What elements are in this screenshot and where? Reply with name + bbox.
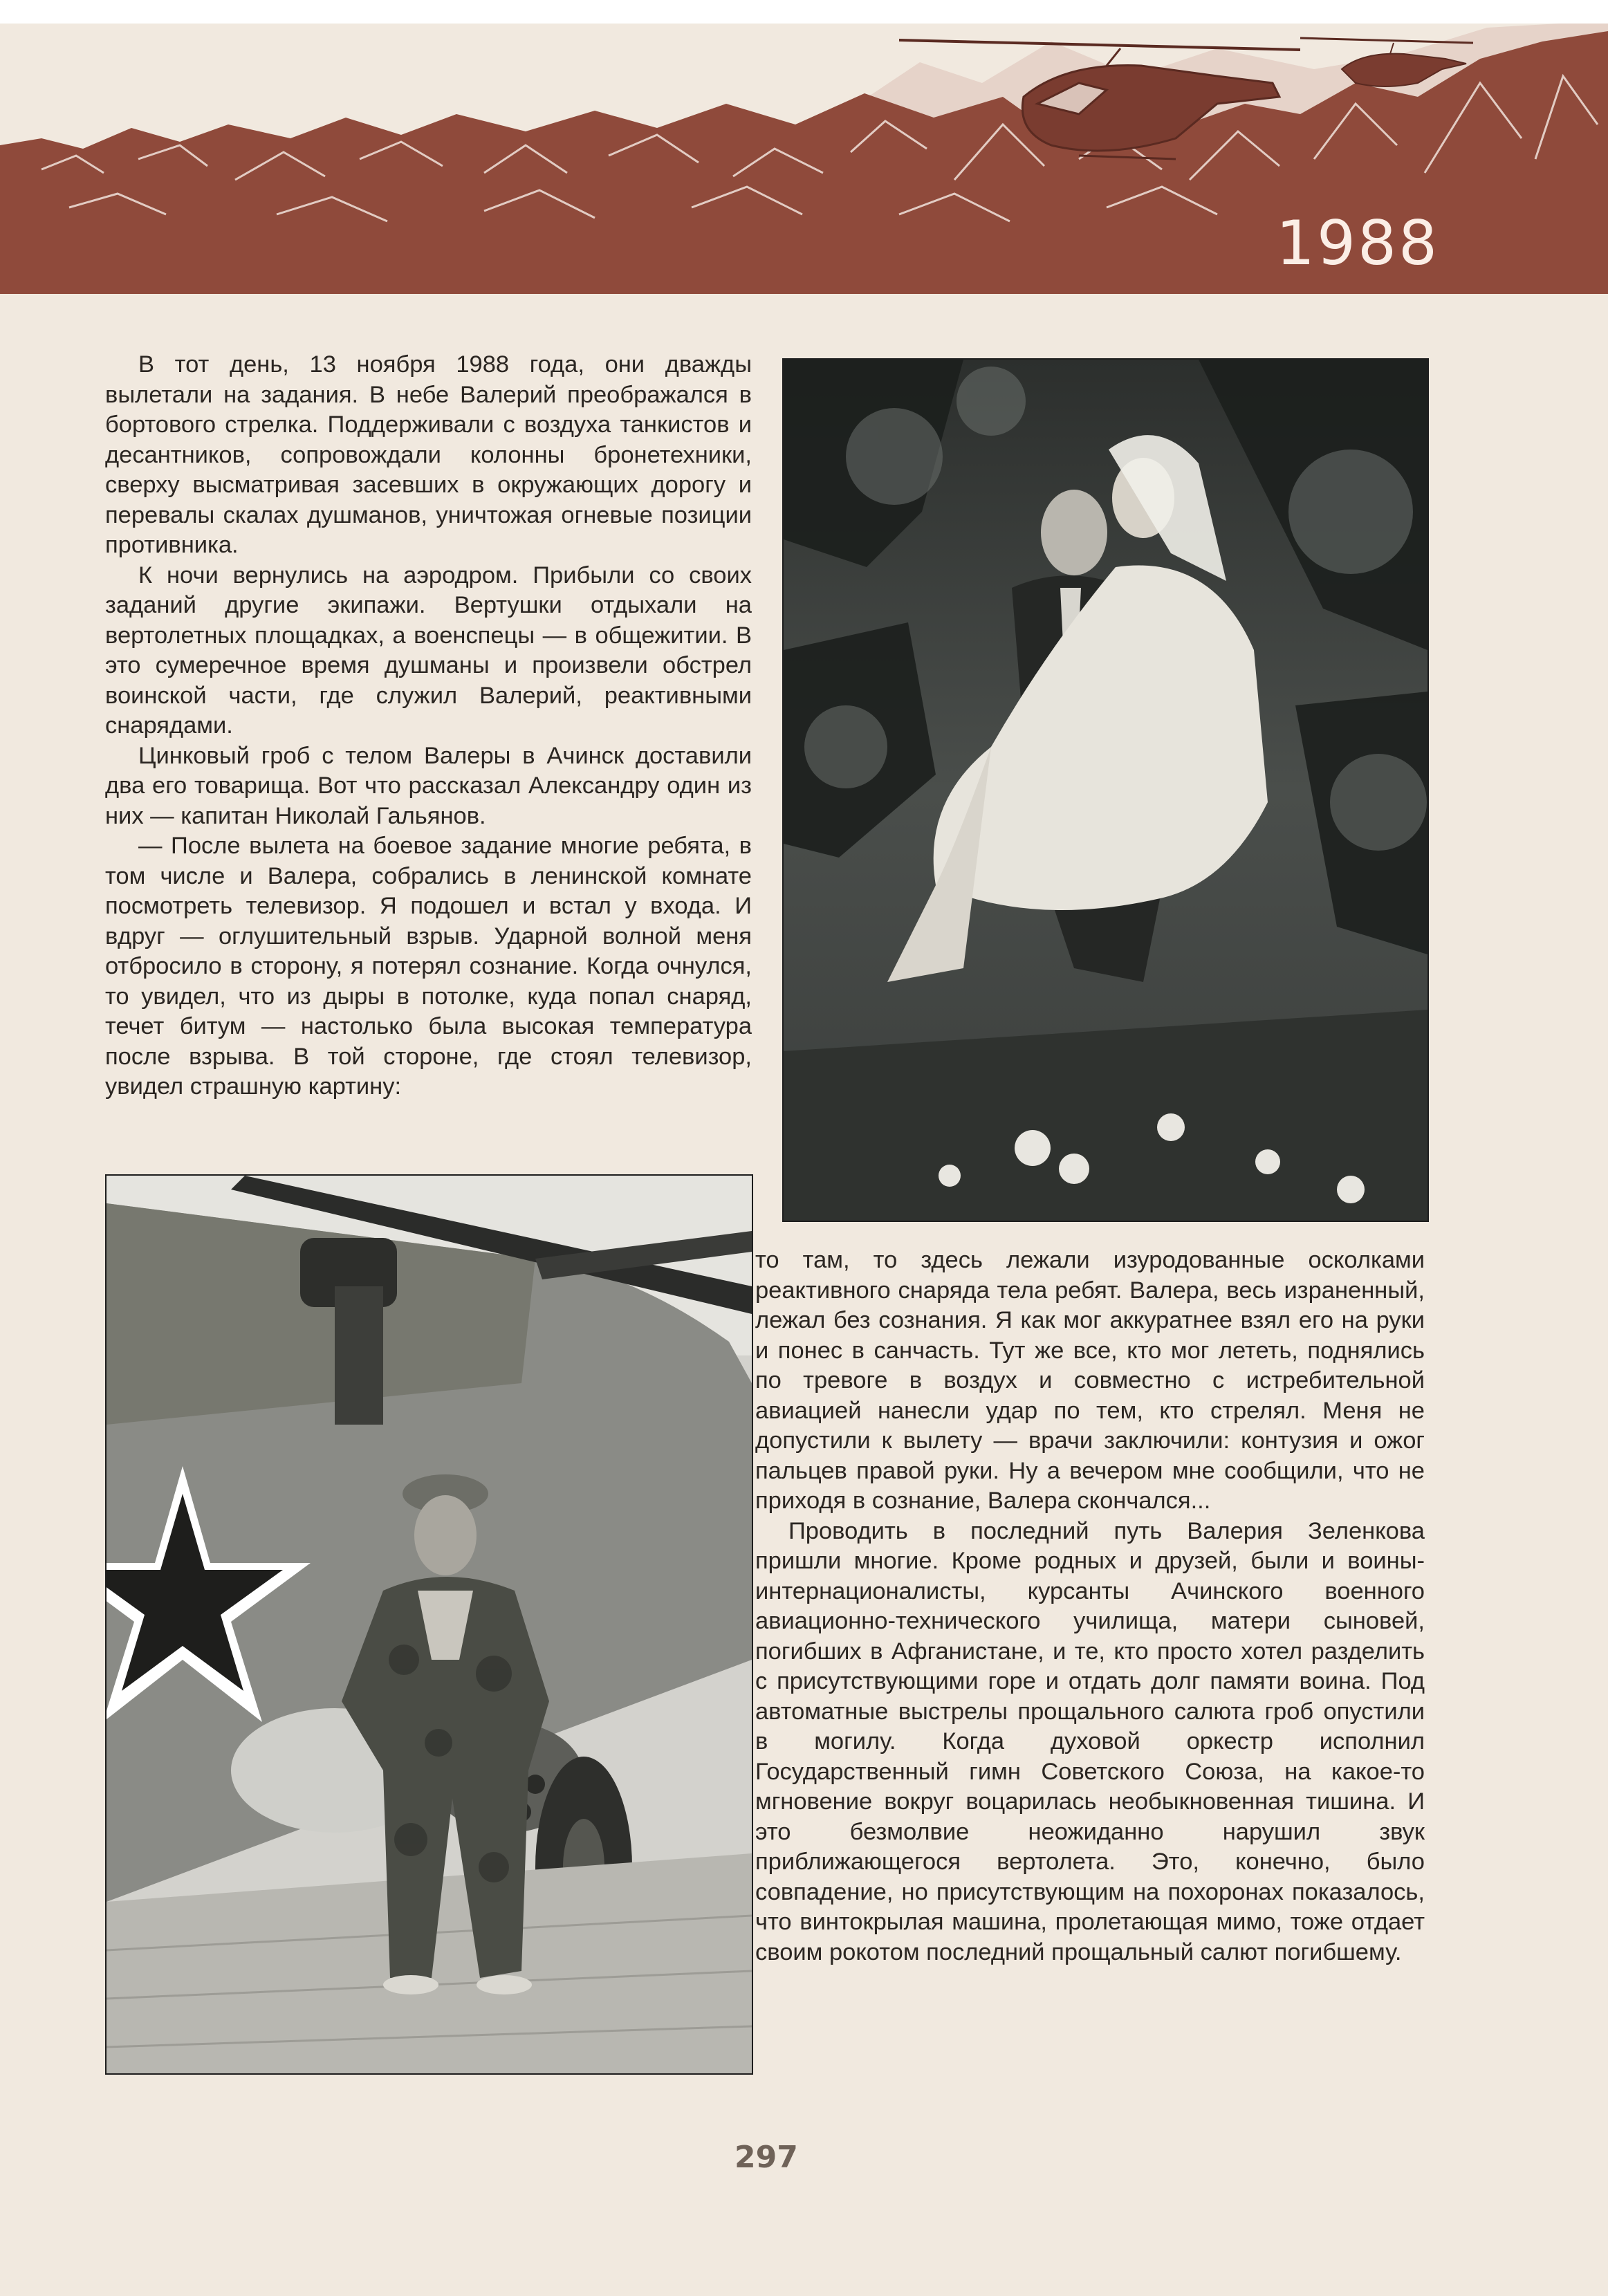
paragraph: К ночи вернулись на аэродром. Прибыли со своих заданий другие экипажи. Вертушки отдыхали на вертолетных площадках, а военспецы — в общежитии. В это сумеречное время душманы и произвели обстрел воинской части, где служил Валерий, реактивными снарядами.: [105, 562, 752, 739]
paragraph: Проводить в последний путь Валерия Зеленкова пришли многие. Кроме родных и друзей, были и воины-интернационалисты, курсанты Ачинского военного авиационно-технического училища, матери сыновей, погибших в Афганистане, и те, кто просто хотел разделить с присутствующими горе и отдать долг памяти воина. Под автоматные выстрелы прощального салюта гроб опустили в могилу. Когда духовой оркестр исполнил Государственный гимн Советского Союза, на какое-то мгновение вокруг воцарилась необыкновенная тишина. И это безмолвие неожиданно нарушил звук приближающегося вертолета. Это, конечно, было совпадение, но присутствующим на похоронах показалось, что винтокрылая машина, пролетающая мимо, тоже отдает своим рокотом последний прощальный салют погибшему.: [755, 1517, 1425, 1965]
paragraph: — После вылета на боевое задание многие ребята, в том числе и Валера, собрались в ленинской комнате посмотреть телевизор. Я подошел и встал у входа. И вдруг — оглушительный взрыв. Ударной волной меня отбросило в сторону, я потерял сознание. Когда очнулся, то увидел, что из дыры в потолке, куда попал снаряд, течет битум — настолько была высокая температура после взрыва. В той стороне, где стоял телевизор, увидел страшную картину:: [105, 833, 752, 1100]
right-text-column: [755, 1246, 1425, 1968]
left-text-column: [105, 350, 752, 1102]
paragraph: то там, то здесь лежали изуродованные осколками реактивного снаряда тела ребят. Валера, весь израненный, лежал без сознания. Я как мог аккуратнее взял его на руки и понес в санчасть. Тут же все, кто мог лететь, поднялись по тревоге в воздух и совместно с истребительной авиацией нанесли удар по тем, кто стрелял. Меня не допустили к вылету — врачи заключили: контузия и ожог пальцев правой руки. Ну а вечером мне сообщили, что не приходя в сознание, Валера скончался...: [755, 1247, 1425, 1514]
paragraph: В тот день, 13 ноября 1988 года, они дважды вылетали на задания. В небе Валерий преображался в бортового стрелка. Поддерживали с воздуха танкистов и десантников, сопровождали колонны бронетехники, сверху высматривая засевших в окружающих дорогу и перевалы скалах душманов, уничтожая огневые позиции противника.: [105, 351, 752, 558]
page-number: 297: [734, 2140, 798, 2175]
paragraph: Цинковый гроб с телом Валеры в Ачинск доставили два его товарища. Вот что рассказал Александру один из них — капитан Николай Гальянов.: [105, 742, 752, 829]
wedding-photo: [782, 358, 1429, 1222]
year-label: 1988: [1276, 207, 1439, 279]
helicopter-photo: [105, 1174, 753, 2075]
top-margin: [0, 0, 1608, 24]
